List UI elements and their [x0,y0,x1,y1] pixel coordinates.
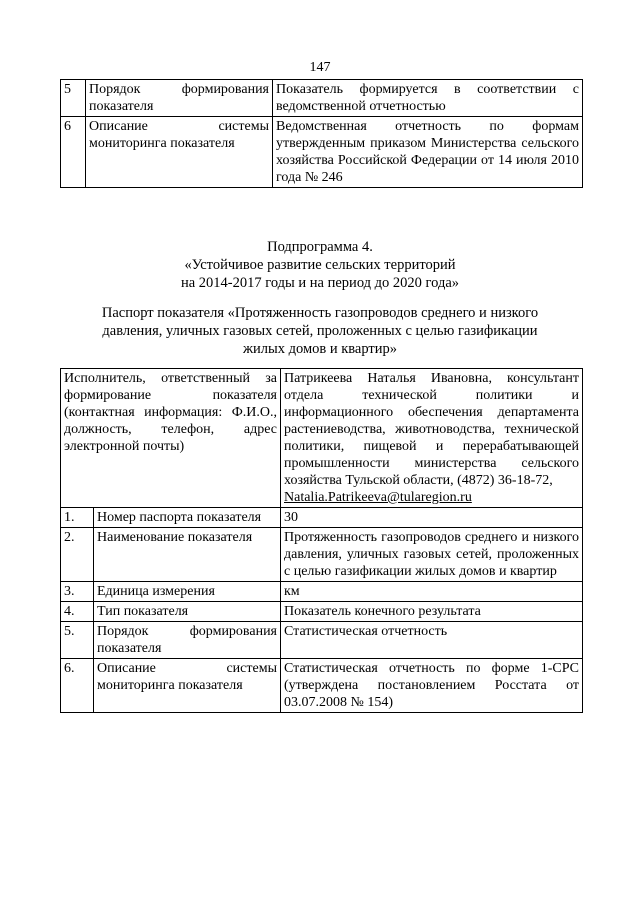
table-row-header [61,369,583,508]
row-number: 4. [61,602,94,622]
row-label: Номер паспорта показателя [94,508,281,528]
table-row [61,602,583,622]
row-value: Протяженность газопроводов среднего и низкого давления, уличных газовых сетей, проложенных с целью газификации жилых домов и квартир [281,528,583,582]
row-value: Показатель конечного результата [281,602,583,622]
row-number: 3. [61,582,94,602]
table-row [61,582,583,602]
row-number: 2. [61,528,94,582]
row-label: Наименование показателя [94,528,281,582]
row-number: 5. [61,622,94,659]
subprogram-line1: Подпрограмма 4. [267,239,373,255]
table-row [61,80,583,117]
subprogram-heading [0,238,640,292]
executor-email-link[interactable]: Natalia.Patrikeeva@tularegion.ru [284,490,472,505]
executor-value [281,369,583,508]
row-number: 6. [61,659,94,713]
table-row [61,117,583,188]
row-value: Ведомственная отчетность по формам утвержденным приказом Министерства сельского хозяйства Российской Федерации от 14 июля 2010 года № 246 [273,117,583,188]
table-row [61,508,583,528]
executor-label: Исполнитель, ответственный за формирование показателя (контактная информация: Ф.И.О., должность, телефон, адрес электронной почты) [61,369,281,508]
table-row [61,659,583,713]
row-value: Статистическая отчетность [281,622,583,659]
table-row [61,622,583,659]
row-value: Статистическая отчетность по форме 1-СРС (утверждена постановлением Росстата от 03.07.2008 № 154) [281,659,583,713]
row-value: км [281,582,583,602]
row-label: Порядок формирования показателя [86,80,273,117]
subprogram-line2: «Устойчивое развитие сельских территорий [184,257,456,273]
row-label: Описание системы мониторинга показателя [86,117,273,188]
row-label: Порядок формирования показателя [94,622,281,659]
subprogram-line3: на 2014-2017 годы и на период до 2020 года» [180,275,460,291]
row-label: Описание системы мониторинга показателя [94,659,281,713]
passport-table [60,368,583,713]
row-number: 1. [61,508,94,528]
executor-info: Патрикеева Наталья Ивановна, консультант отдела технической политики и информационного обеспечения департамента растениеводства, животноводства, технической политики, пищевой и перерабатывающей промышленности министерства сельского хозяйства Тульской области, (4872) 36-18-72, [284,371,579,488]
table-row [61,528,583,582]
page-number: 147 [309,60,331,75]
row-label: Единица измерения [94,582,281,602]
top-indicator-table [60,79,583,188]
row-label: Тип показателя [94,602,281,622]
row-value: Показатель формируется в соответствии с ведомственной отчетностью [273,80,583,117]
row-number: 6 [61,117,86,188]
row-value: 30 [281,508,583,528]
row-number: 5 [61,80,86,117]
passport-title: Паспорт показателя «Протяженность газопроводов среднего и низкого давления, уличных газовых сетей, проложенных с целью газификации жилых домов и квартир» [101,305,539,357]
